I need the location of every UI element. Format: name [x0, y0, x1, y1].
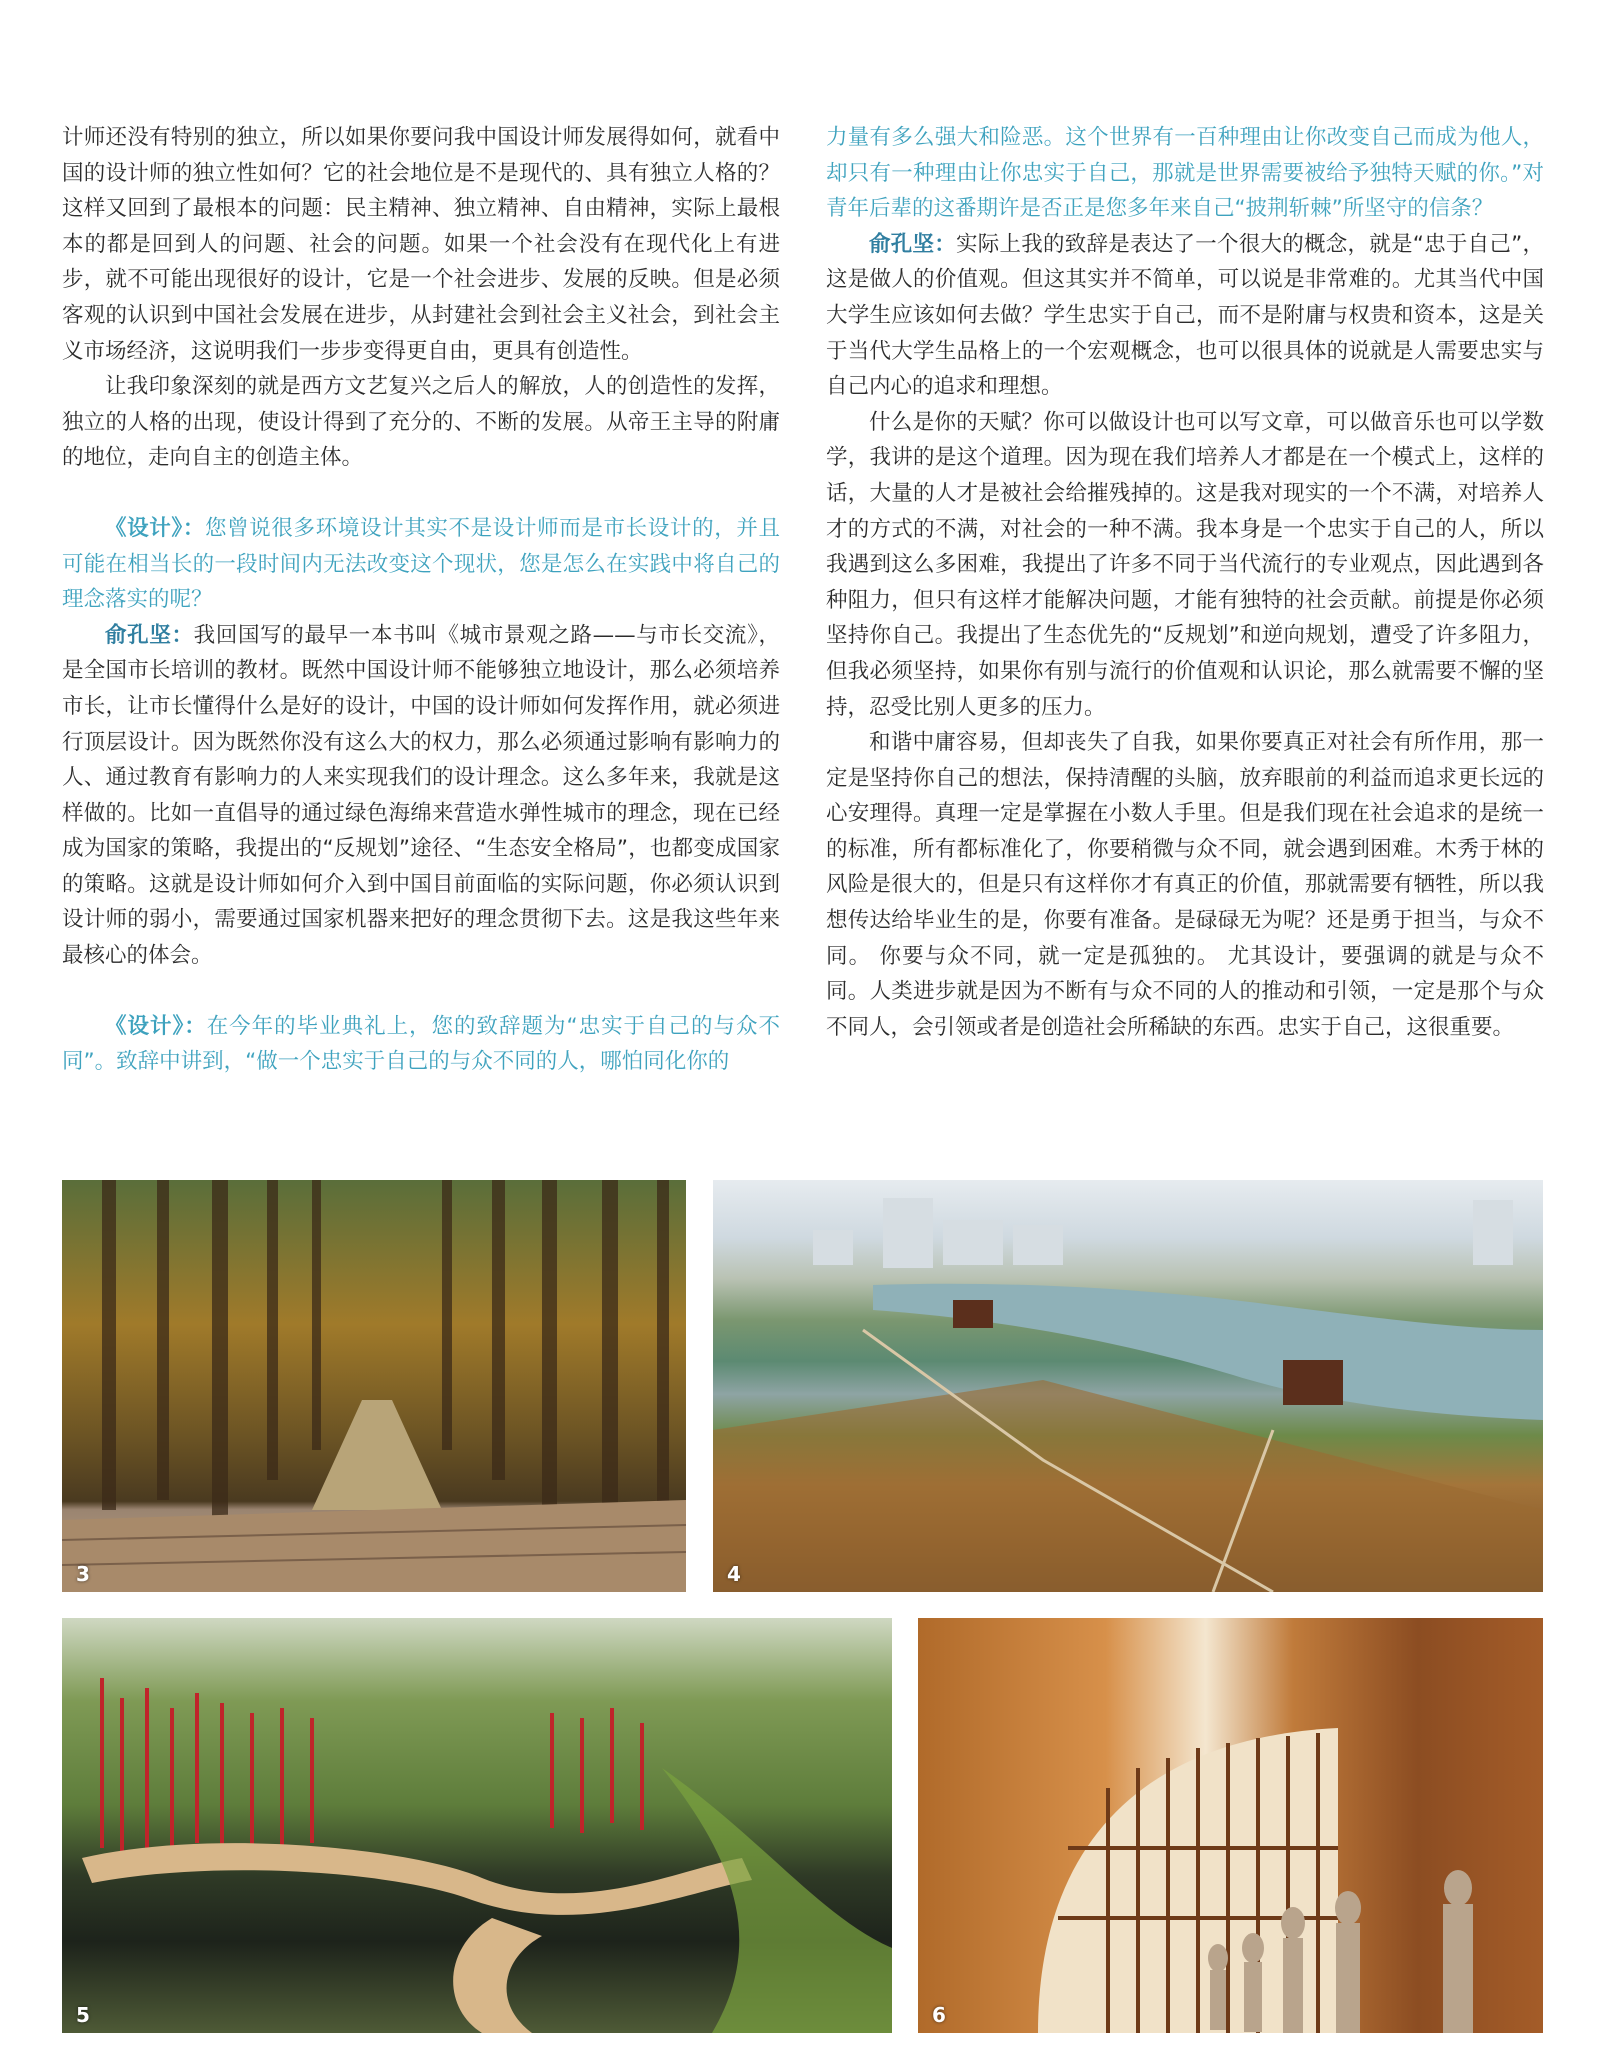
interview-answer: [826, 227, 1544, 405]
answer-label: 俞孔坚：: [869, 231, 956, 257]
body-paragraph: 什么是你的天赋？你可以做设计也可以写文章，可以做音乐也可以学数学，我讲的是这个道理。因为现在我们培养人才都是在一个模式上，这样的话，大量的人才是被社会给摧残掉的。这是我对现实的一个不满，对培养人才的方式的不满，对社会的一种不满。我本身是一个忠实于自己的人，所以我遇到这么多困难，我提出了许多不同于当代流行的专业观点，因此遇到各种阻力，但只有这样才能解决问题，才能有独特的社会贡献。前提是你必须坚持你自己。我提出了生态优先的“反规划”和逆向规划，遭受了许多阻力，但我必须坚持，如果你有别与流行的价值观和认识论，那么就需要不懈的坚持，忍受比别人更多的压力。: [826, 409, 1544, 720]
answer-label: 俞孔坚：: [105, 622, 194, 648]
photo-red-reed-pond: [62, 1618, 892, 2033]
body-paragraph: 和谐中庸容易，但却丧失了自我，如果你要真正对社会有所作用，那一定是坚持你自己的想法，保持清醒的头脑，放弃眼前的利益而追求更长远的心安理得。真理一定是掌握在小数人手里。但是我们现在社会追求的是统一的标准，所有都标准化了，你要稍微与众不同，就会遇到困难。木秀于林的风险是很大的，但是只有这样你才有真正的价值，那就需要有牺牲，所以我想传达给毕业生的是，你要有准备。是碌碌无为呢？还是勇于担当，与众不同。 你要与众不同，就一定是孤独的。 尤其设计，要强调的就是与众不同。人类进步就是因为不断有与众不同的人的推动和引领，一定是那个与众不同人，会引领或者是创造社会所稀缺的东西。忠实于自己，这很重要。: [826, 730, 1544, 1040]
photo-timber-interior: [918, 1618, 1543, 2033]
body-paragraph: 让我印象深刻的就是西方文艺复兴之后人的解放，人的创造性的发挥，独立的人格的出现，使设计得到了充分的、不断的发展。从帝王主导的附庸的地位，走向自主的创造主体。: [62, 374, 780, 471]
photo-wetland-park: [713, 1180, 1543, 1592]
interview-question: [62, 511, 780, 618]
wetland-illustration: [713, 1180, 1543, 1592]
question-label: 《设计》：: [105, 515, 205, 541]
interview-answer: [62, 618, 780, 974]
question-text: 您曾说很多环境设计其实不是设计师而是市长设计的，并且可能在相当长的一段时间内无法改变这个现状，您是怎么在实践中将自己的理念落实的呢？: [62, 515, 780, 613]
answer-text: 我回国写的最早一本书叫《城市景观之路——与市长交流》，是全国市长培训的教材。既然中国设计师不能够独立地设计，那么必须培养市长，让市长懂得什么是好的设计，中国的设计师如何发挥作用，就必须进行顶层设计。因为既然你没有这么大的权力，那么必须通过影响有影响力的人、通过教育有影响力的人来实现我们的设计理念。这么多年来，我就是这样做的。比如一直倡导的通过绿色海绵来营造水弹性城市的理念，现在已经成为国家的策略，我提出的“反规划”途径、“生态安全格局”，也都变成国家的策略。这就是设计师如何介入到中国目前面临的实际问题，你必须认识到设计师的弱小，需要通过国家机器来把好的理念贯彻下去。这是我这些年来最核心的体会。: [62, 622, 780, 969]
photo-number: 3: [76, 1562, 90, 1586]
photo-forest-boardwalk: [62, 1180, 686, 1592]
question-label: 《设计》：: [105, 1013, 207, 1039]
right-column: [826, 120, 1544, 1045]
answer-text: 实际上我的致辞是表达了一个很大的概念，就是“忠于自己”，这是做人的价值观。但这其实并不简单，可以说是非常难的。尤其当代中国大学生应该如何去做？学生忠实于自己，而不是附庸与权贵和资本，这是关于当代大学生品格上的一个宏观概念，也可以很具体的说就是人需要忠实与自己内心的追求和理想。: [826, 231, 1544, 400]
forest-illustration: [62, 1180, 686, 1592]
photo-number: 6: [932, 2003, 946, 2027]
interview-question: [62, 1009, 780, 1080]
photo-number: 4: [727, 1562, 741, 1586]
body-paragraph: 计师还没有特别的独立，所以如果你要问我中国设计师发展得如何，就看中国的设计师的独立性如何？它的社会地位是不是现代的、具有独立人格的？这样又回到了最根本的问题：民主精神、独立精神、自由精神，实际上最根本的都是回到人的问题、社会的问题。如果一个社会没有在现代化上有进步，就不可能出现很好的设计，它是一个社会进步、发展的反映。但是必须客观的认识到中国社会发展在进步，从封建社会到社会主义社会，到社会主义市场经济，这说明我们一步步变得更自由，更具有创造性。: [62, 125, 780, 364]
question-continuation: 力量有多么强大和险恶。这个世界有一百种理由让你改变自己而成为他人，却只有一种理由让你忠实于自己，那就是世界需要被给予独特天赋的你。”对青年后辈的这番期许是否正是您多年来自己“披荆斩棘”所坚守的信条？: [826, 125, 1544, 222]
interior-illustration: [918, 1618, 1543, 2033]
question-text: 在今年的毕业典礼上，您的致辞题为“忠实于自己的与众不同”。致辞中讲到，“做一个忠实于自己的与众不同的人，哪怕同化你的: [62, 1013, 780, 1075]
left-column: [62, 120, 780, 1080]
pond-illustration: [62, 1618, 892, 2033]
photo-number: 5: [76, 2003, 90, 2027]
